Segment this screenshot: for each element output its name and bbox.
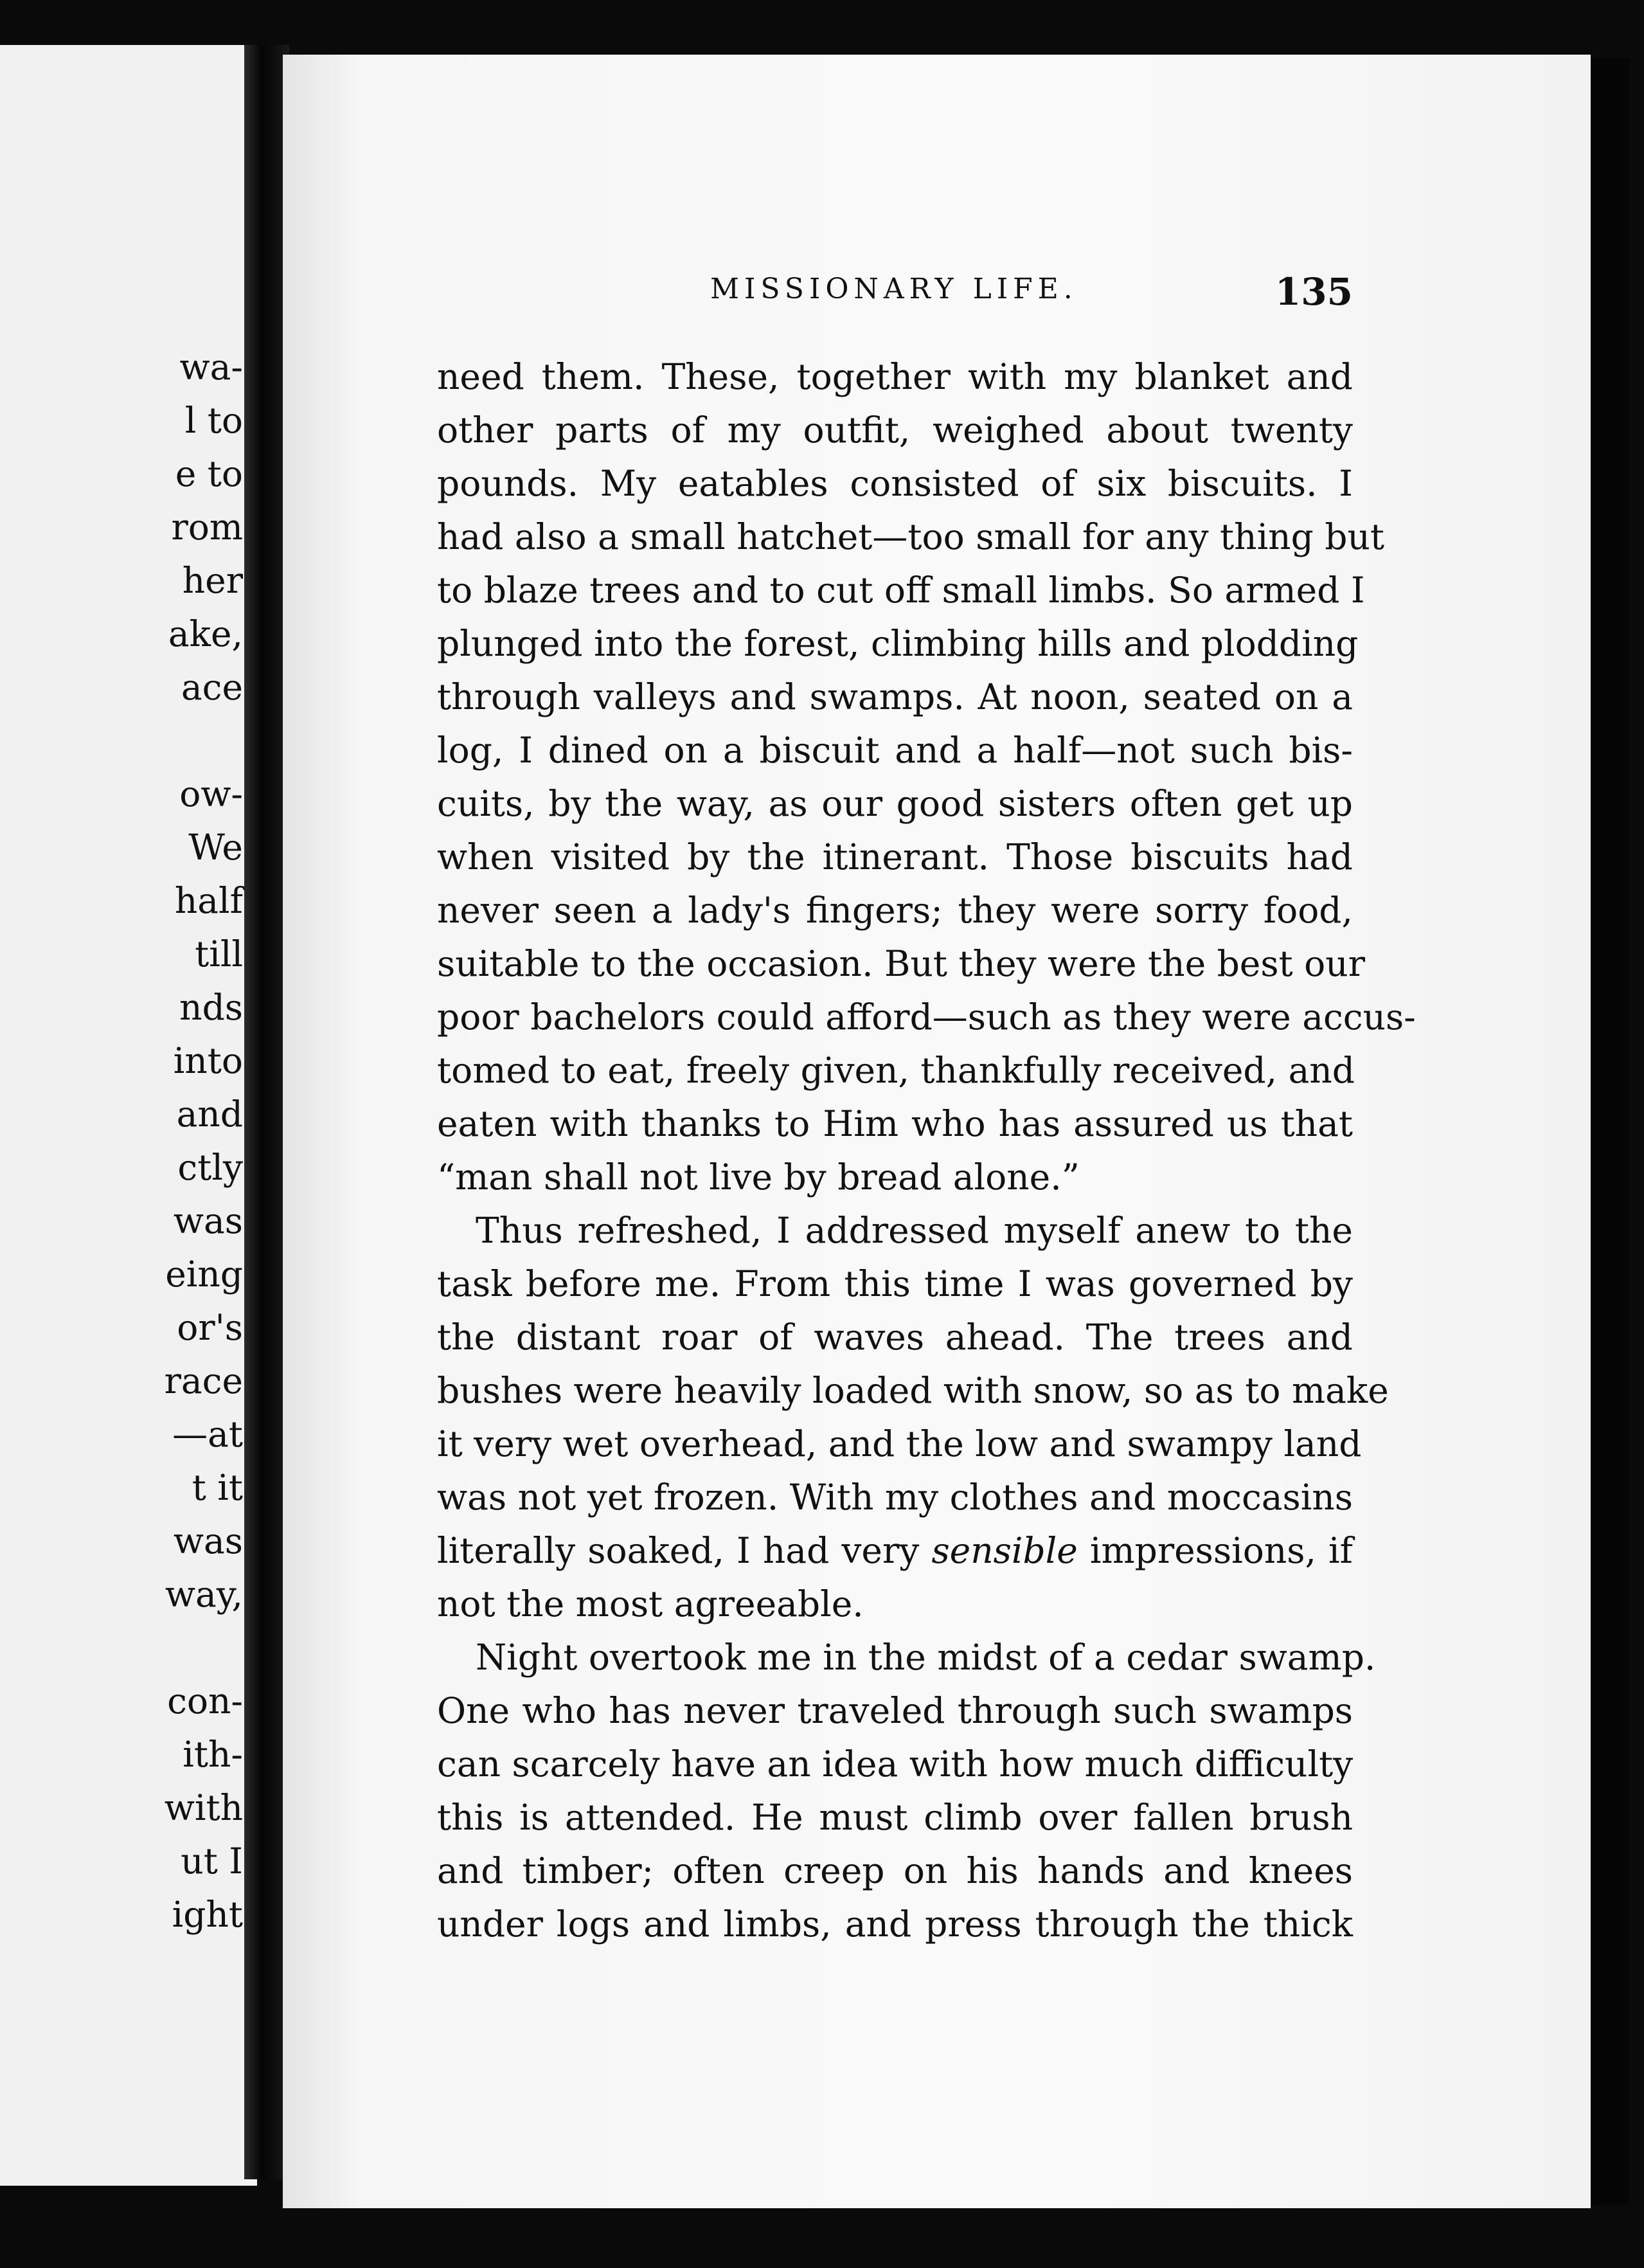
left-page-line-fragment: was [173, 1200, 243, 1241]
left-page-line-fragment: and [176, 1094, 243, 1135]
left-page-line-fragment: t it [192, 1467, 243, 1508]
text-line: never seen a lady's fingers; they were sorry food, [437, 890, 1353, 931]
page-header [710, 270, 1353, 315]
left-page-line-fragment: We [188, 827, 243, 868]
text-line: tomed to eat, freely given, thankfully received, and [437, 1050, 1355, 1091]
paragraph [437, 1631, 1376, 1951]
text-line: to blaze trees and to cut off small limbs. So armed I [437, 570, 1365, 611]
text-line: it very wet overhead, and the low and swampy land [437, 1423, 1362, 1464]
text-line: bushes were heavily loaded with snow, so as to make [437, 1370, 1389, 1411]
text-line: pounds. My eatables consisted of six biscuits. I [437, 463, 1353, 504]
text-line: had also a small hatchet—too small for any thing but [437, 516, 1385, 557]
text-line: not the most agreeable. [437, 1583, 864, 1625]
text-line: other parts of my outfit, weighed about twenty [437, 410, 1353, 451]
left-page-line-fragment: ace [181, 667, 243, 708]
left-page-line-fragment: race [164, 1360, 243, 1401]
left-page-line-fragment: was [173, 1520, 243, 1562]
text-line: plunged into the forest, climbing hills and plodding [437, 623, 1359, 664]
body-text [437, 350, 1416, 1951]
paragraph [437, 350, 1416, 1204]
text-line: One who has never traveled through such swamps [437, 1690, 1353, 1731]
text-line: “man shall not live by bread alone.” [437, 1156, 1080, 1198]
left-page-line-fragment: eing [165, 1254, 243, 1295]
left-page-line-fragment: nds [179, 987, 243, 1028]
text-line: through valleys and swamps. At noon, seated on a [437, 676, 1353, 717]
left-page-line-fragment: wa- [179, 346, 243, 388]
italic-word: sensible [931, 1530, 1078, 1571]
text-line: the distant roar of waves ahead. The trees and [437, 1317, 1353, 1358]
running-head: MISSIONARY LIFE. [710, 273, 1078, 305]
text-line: Thus refreshed, I addressed myself anew to the [476, 1210, 1353, 1251]
left-page-line-fragment: rom [171, 507, 243, 548]
left-page-line-fragment: ut I [181, 1841, 243, 1882]
left-page-line-fragment: ow- [179, 773, 243, 815]
paragraph [437, 1204, 1389, 1631]
text-line: under logs and limbs, and press through the thick [437, 1904, 1353, 1945]
left-page-line-fragment: con- [167, 1680, 243, 1722]
left-page-line-fragment: ake, [168, 613, 243, 654]
text-line: when visited by the itinerant. Those biscuits had [437, 836, 1353, 878]
left-page-line-fragment: with [164, 1787, 243, 1828]
left-page-line-fragment: till [195, 933, 243, 975]
left-page-line-fragment: —at [172, 1414, 243, 1455]
page-edge-shadow [1591, 58, 1629, 2205]
text-line: was not yet frozen. With my clothes and moccasins [437, 1477, 1353, 1518]
text-line: need them. These, together with my blanket and [437, 356, 1353, 397]
left-page-line-fragment: her [182, 560, 243, 601]
text-line: Night overtook me in the midst of a cedar swamp. [476, 1637, 1376, 1678]
text-line: cuits, by the way, as our good sisters often get up [437, 783, 1353, 824]
left-page-line-fragment: ight [172, 1894, 243, 1935]
text-line: literally soaked, I had very sensible impressions, if [437, 1530, 1353, 1571]
text-line: log, I dined on a biscuit and a half—not such bis- [437, 730, 1353, 771]
text-line: and timber; often creep on his hands and knees [437, 1850, 1353, 1891]
left-page-line-fragment: into [173, 1040, 243, 1081]
page-number: 135 [1274, 270, 1353, 314]
text-line: eaten with thanks to Him who has assured us that [437, 1103, 1353, 1144]
left-page-line-fragment: e to [175, 453, 243, 494]
text-line: this is attended. He must climb over fallen brush [437, 1797, 1353, 1838]
left-page-line-fragment: ith- [183, 1734, 243, 1775]
left-page-line-fragment: way, [165, 1574, 243, 1615]
left-page-line-fragment: ctly [177, 1147, 243, 1188]
left-page-line-fragment: l to [184, 400, 243, 441]
text-line: task before me. From this time I was governed by [437, 1263, 1353, 1304]
left-page-line-fragment: or's [177, 1307, 243, 1348]
text-line: can scarcely have an idea with how much difficulty [437, 1743, 1354, 1785]
left-page-line-fragment: half [174, 880, 243, 921]
text-line: suitable to the occasion. But they were the best our [437, 943, 1365, 984]
left-page-fragment [0, 45, 257, 2186]
text-line: poor bachelors could afford—such as they were accus- [437, 996, 1416, 1038]
